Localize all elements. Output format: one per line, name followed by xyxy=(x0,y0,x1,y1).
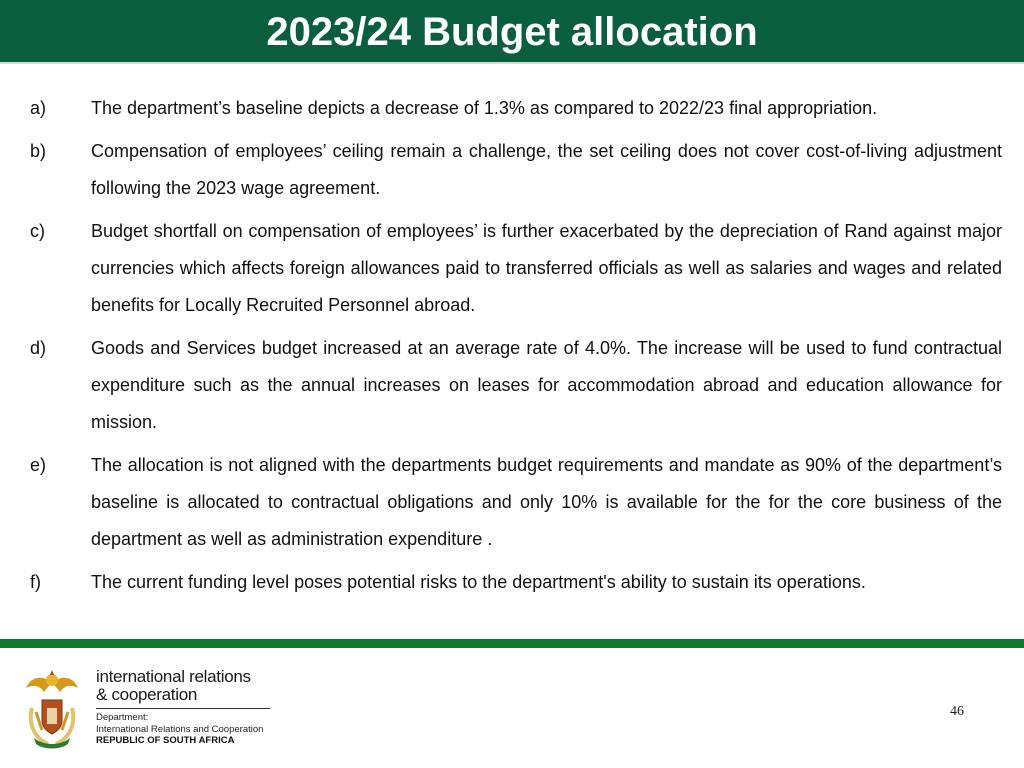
list-marker: c) xyxy=(30,221,45,241)
list-marker: a) xyxy=(30,98,47,118)
list-item xyxy=(30,564,1002,601)
brand-line-2: & cooperation xyxy=(96,685,198,704)
slide-title: 2023/24 Budget allocation xyxy=(266,10,758,54)
dept-label: Department: xyxy=(96,712,149,723)
list-item-text: The department’s baseline depicts a decrease of 1.3% as compared to 2022/23 final appropriation. xyxy=(91,98,878,118)
coat-of-arms-icon xyxy=(22,668,82,750)
list-item xyxy=(30,213,1002,324)
list-item xyxy=(30,330,1002,441)
list-item-text: Budget shortfall on compensation of employees’ is further exacerbated by the depreciation of Rand against major currencies which affects foreign allowances paid to transferred officials as well as salaries and wages and related benefits for Locally Recruited Personnel abroad. xyxy=(91,221,1002,315)
list-item-text: Goods and Services budget increased at an average rate of 4.0%. The increase will be used to fund contractual expenditure such as the annual increases on leases for accommodation abroad and education allowance for mission. xyxy=(91,338,1002,432)
list-item xyxy=(30,90,1002,127)
brand-divider xyxy=(96,708,270,709)
list-item xyxy=(30,447,1002,558)
list-marker: e) xyxy=(30,455,47,475)
bullet-list xyxy=(30,90,1002,607)
list-marker: d) xyxy=(30,338,47,358)
list-item-text: Compensation of employees’ ceiling remain a challenge, the set ceiling does not cover cost-of-living adjustment following the 2023 wage agreement. xyxy=(91,141,1002,198)
dept-name: International Relations and Cooperation xyxy=(96,723,264,735)
brand-line-1: international relations xyxy=(96,667,251,686)
footer-divider xyxy=(0,639,1024,648)
list-item-text: The current funding level poses potential risks to the department's ability to sustain its operations. xyxy=(91,572,866,592)
list-marker: f) xyxy=(30,572,41,592)
list-item-text: The allocation is not aligned with the departments budget requirements and mandate as 90% of the department’s baseline is allocated to contractual obligations and only 10% is available for the for the core business of the department as well as administration expenditure . xyxy=(91,455,1002,549)
page-number: 46 xyxy=(950,704,964,719)
list-item xyxy=(30,133,1002,207)
title-bar xyxy=(0,0,1024,64)
list-marker: b) xyxy=(30,141,47,161)
department-brand xyxy=(96,668,276,747)
country-name: REPUBLIC OF SOUTH AFRICA xyxy=(96,735,235,746)
